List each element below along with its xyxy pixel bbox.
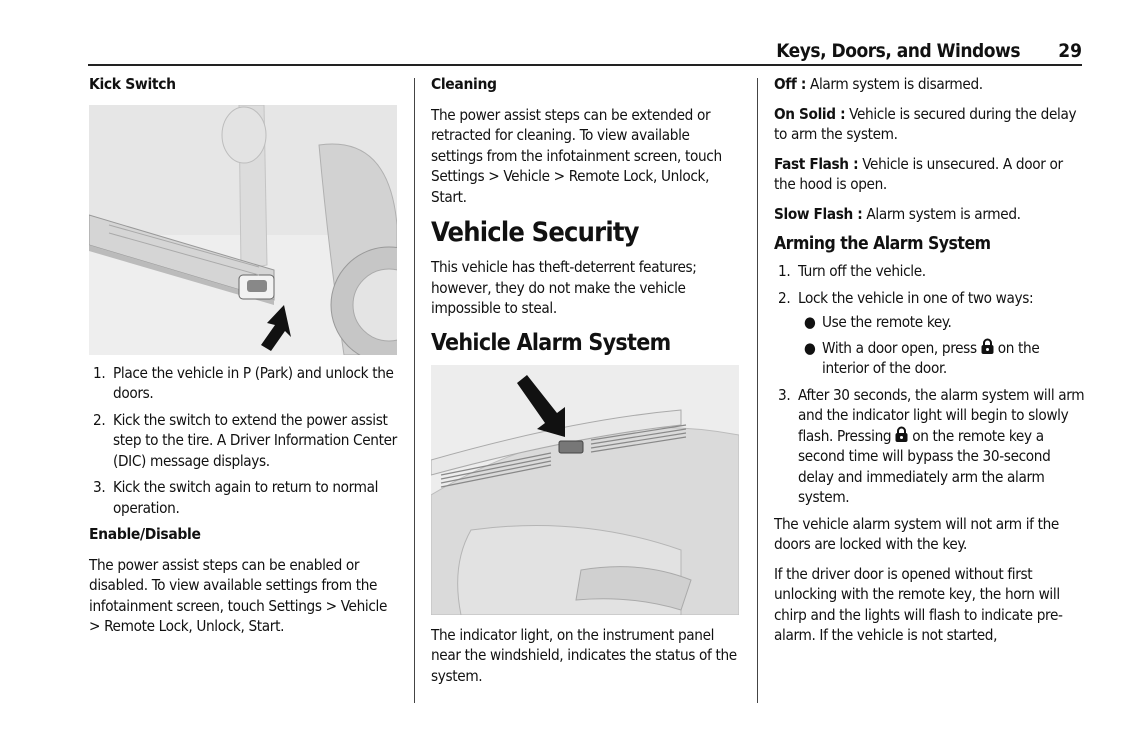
page-header: [0, 40, 1082, 66]
list-item: 3. Kick the switch again to return to normal operation.: [93, 478, 379, 517]
state-on-solid: On Solid : Vehicle is secured during the delay to arm the system.: [774, 104, 1077, 143]
alarm-system-heading: Vehicle Alarm System: [431, 329, 671, 356]
middle-column: [431, 74, 741, 695]
kick-switch-figure: [89, 105, 397, 355]
state-fast-flash: Fast Flash : Vehicle is unsecured. A door or the hood is open.: [774, 154, 1063, 193]
list-item: 3. After 30 seconds, the alarm system will arm and the indicator light will begin to slowly flash. Pressing on the remote key a second time will bypass the 30-second delay and immediately arm the alarm system.: [778, 385, 1085, 506]
vehicle-security-heading: Vehicle Security: [431, 217, 639, 248]
arming-steps: [774, 261, 1086, 508]
list-item: ● Use the remote key.: [804, 313, 952, 331]
column-divider-2: [757, 78, 758, 703]
kick-switch-subhead: Kick Switch: [89, 75, 176, 93]
header-rule: [88, 64, 1082, 66]
enable-disable-subhead: Enable/Disable: [89, 525, 201, 543]
lock-icon: [894, 426, 909, 443]
column-divider-1: [414, 78, 415, 703]
pre-alarm-para: If the driver door is opened without first unlocking with the remote key, the horn will chirp and the lights will flash to indicate pre-alarm. If the vehicle is not started,: [774, 564, 1063, 644]
kick-steps: [89, 363, 399, 519]
enable-disable-para: The power assist steps can be enabled or disabled. To view available settings from the infotainment screen, touch Settings > Vehicle > Remote Lock, Unlock, Start.: [89, 555, 388, 635]
lock-icon: [980, 338, 995, 355]
list-item: ● With a door open, press on the interior of the door.: [804, 338, 1040, 377]
right-column: [774, 74, 1086, 655]
list-item: 2. Kick the switch to extend the power assist step to the tire. A Driver Information Center (DIC) message displays.: [93, 410, 397, 470]
cleaning-para: The power assist steps can be extended or retracted for cleaning. To view available settings from the infotainment screen, touch Settings > Vehicle > Remote Lock, Unlock, Start.: [431, 105, 722, 206]
key-lock-para: The vehicle alarm system will not arm if the doors are locked with the key.: [774, 514, 1059, 553]
header-title: Keys, Doors, and Windows: [776, 40, 1020, 62]
arming-heading: Arming the Alarm System: [774, 234, 991, 254]
lock-methods: [798, 312, 1086, 379]
cleaning-subhead: Cleaning: [431, 75, 497, 93]
page-number: 29: [1058, 40, 1082, 62]
list-item: 1. Place the vehicle in P (Park) and unlock the doors.: [93, 363, 394, 402]
state-off: Off : Alarm system is disarmed.: [774, 75, 983, 93]
list-item: 2. Lock the vehicle in one of two ways: ● Use the remote key. ● With a door open, press on the interior of the door.: [774, 288, 1086, 379]
list-item: 1. Turn off the vehicle.: [778, 262, 926, 280]
security-para: This vehicle has theft-deterrent features; however, they do not make the vehicle impossible to steal.: [431, 258, 697, 317]
indicator-para: The indicator light, on the instrument panel near the windshield, indicates the status of the system.: [431, 625, 737, 685]
alarm-indicator-figure: [431, 365, 739, 615]
left-column: [89, 74, 399, 646]
state-slow-flash: Slow Flash : Alarm system is armed.: [774, 204, 1021, 223]
